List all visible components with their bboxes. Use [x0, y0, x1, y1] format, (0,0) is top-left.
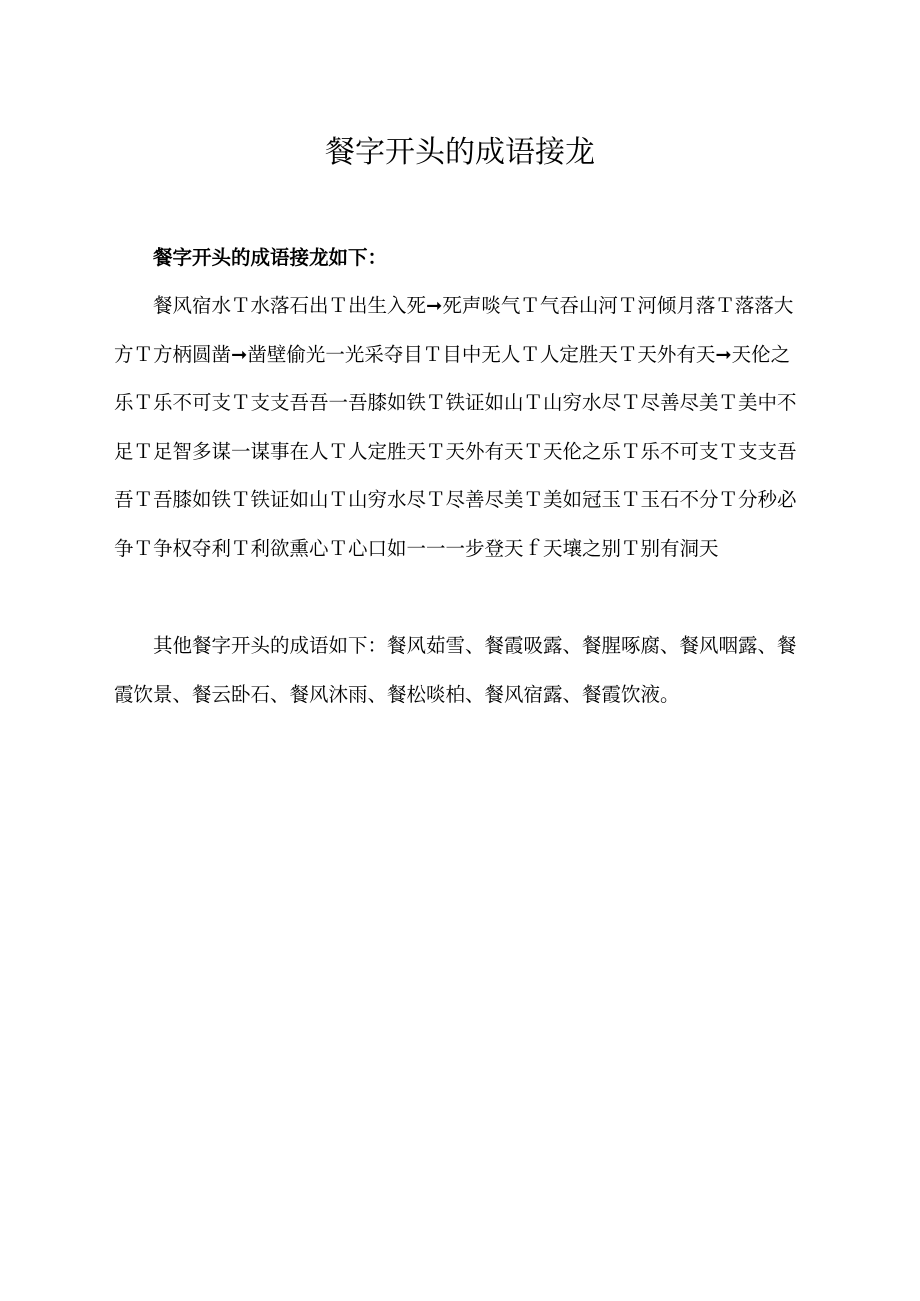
other-idioms-paragraph: 其他餐字开头的成语如下：餐风茹雪、餐霞吸露、餐腥啄腐、餐风咽露、餐霞饮景、餐云卧石、餐风沐雨、餐松啖柏、餐风宿露、餐霞饮液。	[114, 634, 797, 706]
idiom-chain-paragraph: 餐风宿水Ｔ水落石出Ｔ出生入死➞死声啖气Ｔ气吞山河Ｔ河倾月落Ｔ落落大方Ｔ方柄圆凿➞凿壁偷光一光采夺目Ｔ目中无人Ｔ人定胜天Ｔ天外有天➞天伦之乐Ｔ乐不可支Ｔ支支吾吾一吾膝如铁Ｔ铁证如山Ｔ山穷水尽Ｔ尽善尽美Ｔ美中不足Ｔ足智多谋一谋事在人Ｔ人定胜天Ｔ天外有天Ｔ天伦之乐Ｔ乐不可支Ｔ支支吾吾Ｔ吾膝如铁Ｔ铁证如山Ｔ山穷水尽Ｔ尽善尽美Ｔ美如冠玉Ｔ玉石不分Ｔ分秒必争Ｔ争权夺利Ｔ利欲熏心Ｔ心口如一一一步登天ｆ天壤之别Ｔ别有洞天	[114, 294, 797, 560]
section-subheading: 餐字开头的成语接龙如下：	[153, 246, 388, 269]
document-title: 餐字开头的成语接龙	[325, 135, 595, 170]
